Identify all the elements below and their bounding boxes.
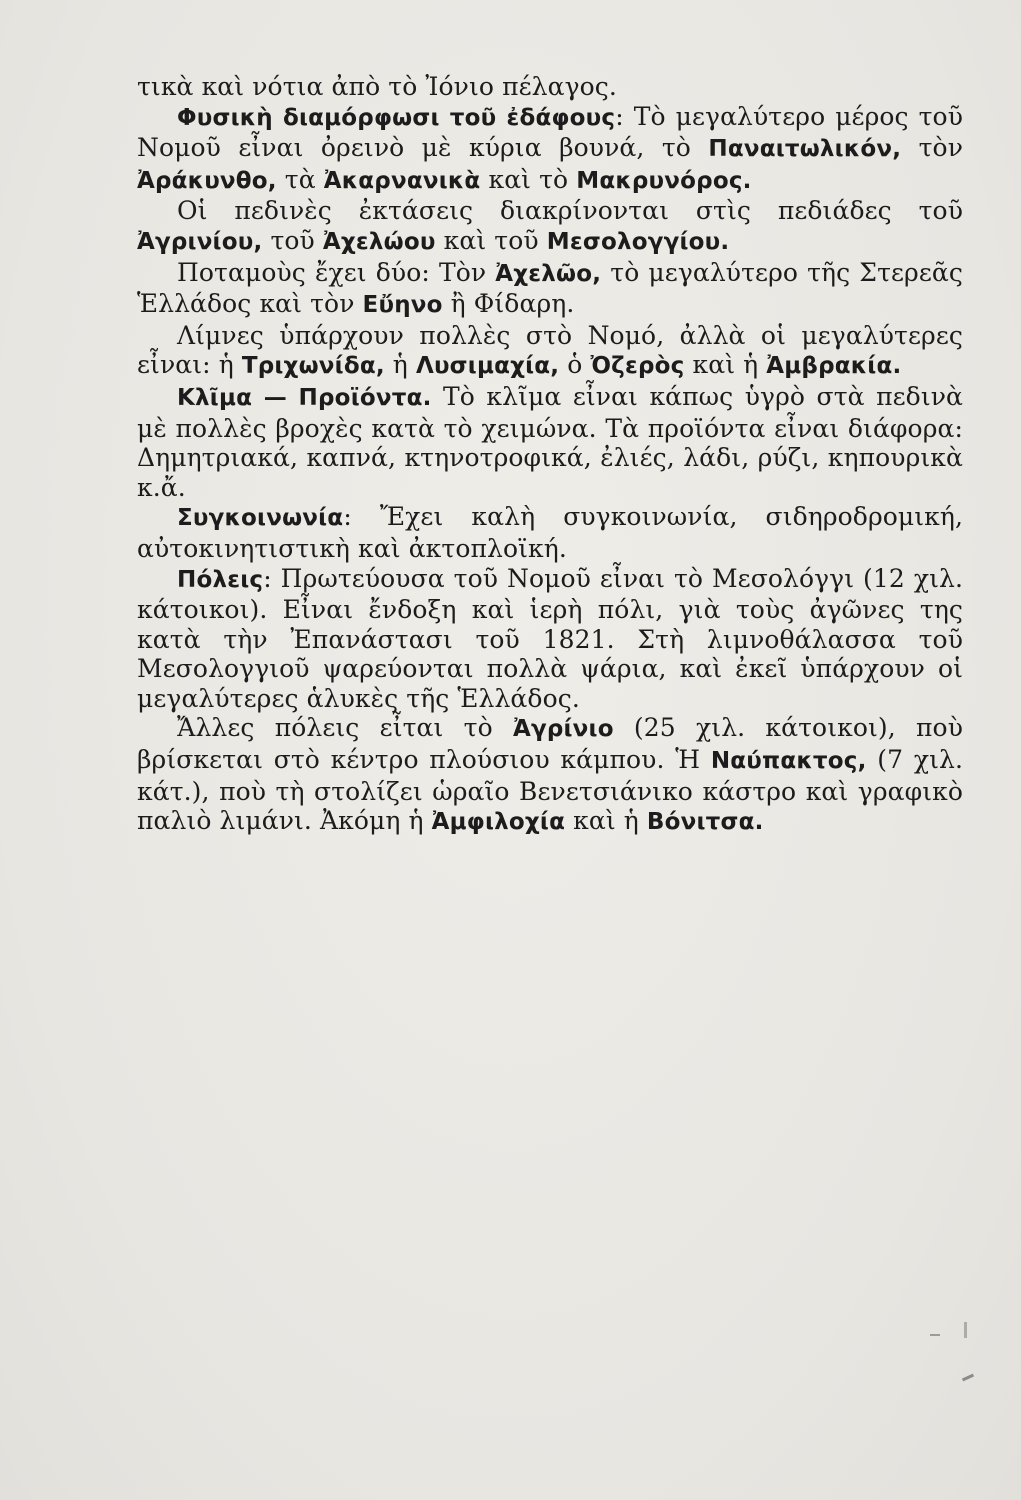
text-run: καὶ ἡ — [565, 806, 647, 836]
speck-mark — [964, 1322, 967, 1338]
place-name: Βόνιτσα. — [646, 809, 764, 836]
place-name: Ὀζερὸς — [590, 353, 685, 380]
text-run: τὰ — [276, 164, 324, 194]
text-run: : Ἔχει καλὴ συγκοινωνία, σιδηροδρομική, αὐτοκινητιστικὴ καὶ ἀκτοπλοϊκή. — [137, 502, 963, 563]
paragraph-transport — [137, 502, 963, 563]
text-run: ἡ — [384, 350, 416, 380]
text-run: : Τὸ μεγαλύτερο μέρος τοῦ Νομοῦ εἶναι ὀρεινὸ μὲ κύρια βουνά, τὸ — [137, 101, 963, 163]
page-body-text — [137, 72, 963, 838]
paragraph-plains — [137, 196, 963, 257]
text-run: Οἱ πεδινὲς ἐκτάσεις διακρίνονται στὶς πεδιάδες τοῦ — [177, 196, 963, 226]
place-name: Ἀχελώου — [322, 228, 436, 255]
place-name: Ἀγρίνιο — [512, 716, 614, 743]
paragraph-lakes — [137, 321, 963, 382]
text-run: (25 χιλ. κάτοικοι), ποὺ βρίσκεται στὸ κέντρο πλούσιου κάμπου. Ἡ — [137, 713, 963, 775]
text-run: τοῦ — [262, 225, 323, 255]
place-name: Μεσολογγίου. — [546, 228, 730, 255]
paragraph-terrain — [137, 102, 963, 197]
text-run: καὶ τὸ — [480, 164, 577, 194]
paragraph-other-cities — [137, 713, 963, 837]
text-run: Λίμνες ὑπάρχουν πολλὲς στὸ Νομό, ἀλλὰ οἱ μεγαλύτερες εἶναι: ἡ — [137, 320, 963, 380]
place-name: Λυσιμαχία, — [415, 353, 560, 380]
place-name: Ἀράκυνθο, — [137, 167, 277, 194]
place-name: Ἀμφιλοχία — [431, 809, 566, 836]
speck-mark — [962, 1374, 974, 1382]
place-name: Εὔηνο — [362, 292, 443, 319]
text-run: ὁ — [559, 350, 591, 380]
text-run: ἢ Φίδαρη. — [442, 289, 575, 319]
heading-terrain: Φυσικὴ διαμόρφωσι τοῦ ἐδάφους — [177, 104, 616, 131]
text-run: Ποταμοὺς ἔχει δύο: Τὸν — [177, 257, 496, 287]
heading-transport: Συγκοινωνία — [177, 505, 344, 532]
paragraph-1 — [137, 72, 963, 102]
paragraph-cities — [137, 564, 963, 714]
heading-climate: Κλῖμα — Προϊόντα. — [177, 384, 432, 411]
speck-mark — [930, 1334, 940, 1336]
paragraph-climate — [137, 382, 963, 502]
text-run: (7 χιλ. κάτ.), ποὺ τὴ στολίζει ὡραῖο Βενετσιάνικο κάστρο καὶ γραφικὸ παλιὸ λιμάνι. Ἀκόμη ἡ — [137, 745, 963, 836]
text-run: καὶ τοῦ — [435, 225, 547, 255]
place-name: Ἀχελῶο, — [495, 260, 602, 287]
text-run: Ἄλλες πόλεις εἶται τὸ — [177, 713, 513, 743]
place-name: Ἀμβρακία. — [766, 353, 902, 380]
place-name: Ἀκαρνανικὰ — [323, 167, 481, 194]
paragraph-rivers — [137, 258, 963, 321]
text-run: : Πρωτεύουσα τοῦ Νομοῦ εἶναι τὸ Μεσολόγγι (12 χιλ. κάτοικοι). Εἶναι ἔνδοξη καὶ ἱερὴ πόλι, γιὰ τοὺς ἀγῶνες της κατὰ τὴν Ἐπανάστασι τοῦ 1821. Στὴ λιμνοθάλασσα τοῦ Μεσολογγιοῦ ψαρεύονται πολλὰ ψάρια, καὶ ἐκεῖ ὑπάρχουν οἱ μεγαλύτερες ἁλυκὲς τῆς Ἑλλάδος. — [137, 563, 963, 713]
place-name: Ἀγρινίου, — [137, 228, 263, 255]
place-name: Ναύπακτος, — [710, 748, 867, 775]
text-run: τὸν — [901, 133, 963, 163]
text-run: τικὰ καὶ νότια ἀπὸ τὸ Ἰόνιο πέλαγος. — [137, 72, 617, 101]
text-run: Τὸ κλῖμα εἶναι κάπως ὑγρὸ στὰ πεδινὰ μὲ πολλὲς βροχὲς κατὰ τὸ χειμώνα. Τὰ προϊόντα εἶναι διάφορα: Δημητριακά, καπνά, κτηνοτροφικά, ἐλιές, λάδι, ρύζι, κηπουρικὰ κ.ἄ. — [137, 381, 964, 502]
place-name: Μακρυνόρος. — [576, 167, 752, 194]
heading-cities: Πόλεις — [177, 566, 264, 593]
place-name: Τριχωνίδα, — [241, 353, 385, 380]
place-name: Παναιτωλικόν, — [708, 136, 902, 163]
text-run: τὸ μεγαλύτερο τῆς Στερεᾶς Ἑλλάδος καὶ τὸν — [137, 257, 963, 319]
text-run: καὶ ἡ — [684, 350, 767, 380]
